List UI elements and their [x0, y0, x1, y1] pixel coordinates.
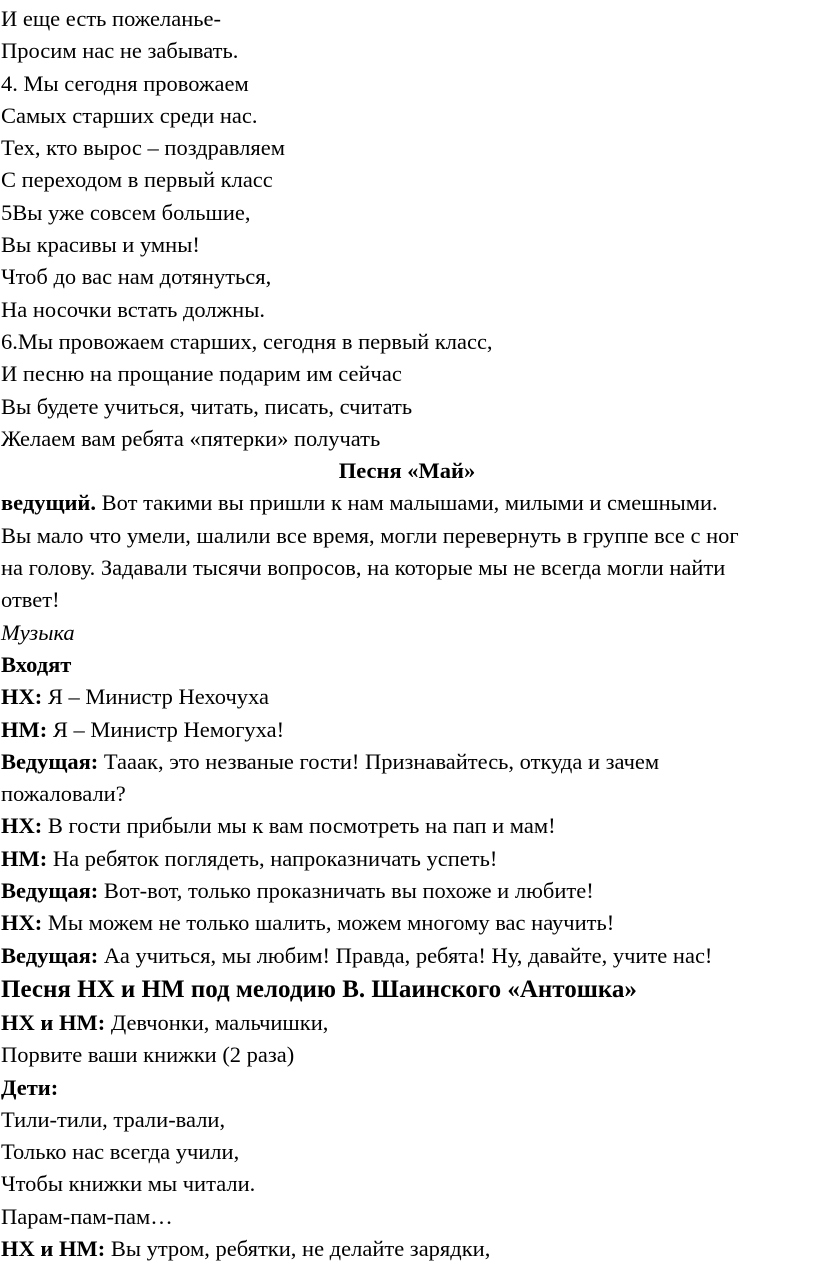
line-text: И еще есть пожеланье-: [1, 6, 222, 31]
text-line: [1, 1072, 813, 1104]
line-text: В гости прибыли мы к вам посмотреть на пап и мам!: [42, 813, 556, 839]
text-line: [1, 1039, 813, 1071]
text-line: [1, 132, 813, 164]
text-line: [1, 1104, 813, 1136]
section-heading: [1, 455, 813, 487]
text-line: [1, 100, 813, 132]
text-line: [1, 714, 813, 746]
line-text: Тили-тили, трали-вали,: [1, 1106, 226, 1132]
speaker-label: Ведущая:: [1, 748, 99, 774]
line-text: Парам-пам-пам…: [1, 1203, 173, 1229]
line-text: Вот такими вы пришли к нам малышами, милыми и смешными.: [96, 490, 718, 516]
text-line: [1, 1201, 813, 1233]
line-text: На носочки встать должны.: [1, 296, 265, 322]
text-line: [1, 423, 813, 455]
text-line: [1, 326, 813, 358]
text-line: [1, 520, 813, 552]
speaker-label: ведущий.: [1, 490, 97, 516]
speaker-label: НХ:: [1, 910, 43, 936]
speaker-label: Песня НХ и НМ под мелодию В. Шаинского «Антошка»: [1, 975, 637, 1003]
text-line: [1, 1007, 813, 1039]
speaker-label: Ведущая:: [1, 878, 99, 904]
text-line: [1, 197, 813, 229]
line-text: Я – Министр Немогуха!: [47, 716, 285, 742]
text-line: [1, 3, 813, 35]
line-text: Чтобы книжки мы читали.: [1, 1171, 256, 1197]
speaker-label: НХ и НМ:: [1, 1009, 106, 1035]
section-heading: [1, 972, 813, 1007]
text-line: [1, 229, 813, 261]
line-text: Порвите ваши книжки (2 раза): [1, 1042, 295, 1068]
line-text: Желаем вам ребята «пятерки» получать: [1, 425, 381, 451]
line-text: Тех, кто вырос – поздравляем: [1, 135, 285, 161]
line-text: Музыка: [1, 619, 75, 645]
text-line: [1, 164, 813, 196]
text-line: [1, 261, 813, 293]
text-line: [1, 294, 813, 326]
line-text: С переходом в первый класс: [1, 167, 273, 193]
text-line: [1, 810, 813, 842]
text-line: [1, 1168, 813, 1200]
text-line: [1, 35, 813, 67]
line-text: Вот-вот, только проказничать вы похоже и любите!: [98, 878, 594, 904]
line-text: И песню на прощание подарим им сейчас: [1, 361, 402, 387]
speaker-label: НМ:: [1, 716, 48, 742]
text-line: [1, 1233, 813, 1265]
line-text: Самых старших среди нас.: [1, 102, 258, 128]
line-text: На ребяток поглядеть, напроказничать успеть!: [47, 845, 498, 871]
line-text: 5Вы уже совсем большие,: [1, 199, 251, 225]
speaker-label: НХ:: [1, 684, 43, 710]
text-line: [1, 746, 813, 778]
line-text: 4. Мы сегодня провожаем: [1, 70, 249, 96]
line-text: Мы можем не только шалить, можем многому вас научить!: [42, 910, 615, 936]
text-line: [1, 584, 813, 616]
text-line: [1, 68, 813, 100]
text-line: [1, 875, 813, 907]
line-text: Тааак, это незваные гости! Признавайтесь, откуда и зачем: [98, 748, 660, 774]
speaker-label: Песня «Май»: [338, 458, 476, 484]
line-text: Просим нас не забывать.: [1, 38, 239, 64]
line-text: Вы мало что умели, шалили все время, могли перевернуть в группе все с ног: [1, 522, 739, 548]
line-text: Вы будете учиться, читать, писать, считать: [1, 393, 413, 419]
line-text: ответ!: [1, 587, 60, 613]
text-line: [1, 552, 813, 584]
speaker-label: НХ и НМ:: [1, 1235, 106, 1261]
speaker-label: Ведущая:: [1, 942, 99, 968]
text-line: [1, 940, 813, 972]
line-text: Аа учиться, мы любим! Правда, ребята! Ну, давайте, учите нас!: [98, 942, 713, 968]
document-body: [1, 3, 813, 1265]
speaker-label: НМ:: [1, 845, 48, 871]
line-text: Вы красивы и умны!: [1, 232, 200, 258]
text-line: [1, 681, 813, 713]
line-text: Вы утром, ребятки, не делайте зарядки,: [105, 1235, 491, 1261]
line-text: на голову. Задавали тысячи вопросов, на которые мы не всегда могли найти: [1, 555, 726, 581]
speaker-label: Входят: [1, 651, 72, 677]
text-line: [1, 907, 813, 939]
line-text: Чтоб до вас нам дотянуться,: [1, 264, 272, 290]
text-line: [1, 487, 813, 519]
line-text: Девчонки, мальчишки,: [105, 1009, 329, 1035]
speaker-label: Дети:: [1, 1074, 59, 1100]
text-line: [1, 649, 813, 681]
text-line: [1, 778, 813, 810]
text-line: [1, 1136, 813, 1168]
text-line: [1, 843, 813, 875]
line-text: Только нас всегда учили,: [1, 1139, 240, 1165]
text-line: [1, 617, 813, 649]
line-text: 6.Мы провожаем старших, сегодня в первый класс,: [1, 328, 493, 354]
text-line: [1, 358, 813, 390]
line-text: Я – Министр Нехочуха: [42, 684, 269, 710]
text-line: [1, 391, 813, 423]
speaker-label: НХ:: [1, 813, 43, 839]
line-text: пожаловали?: [1, 781, 126, 807]
